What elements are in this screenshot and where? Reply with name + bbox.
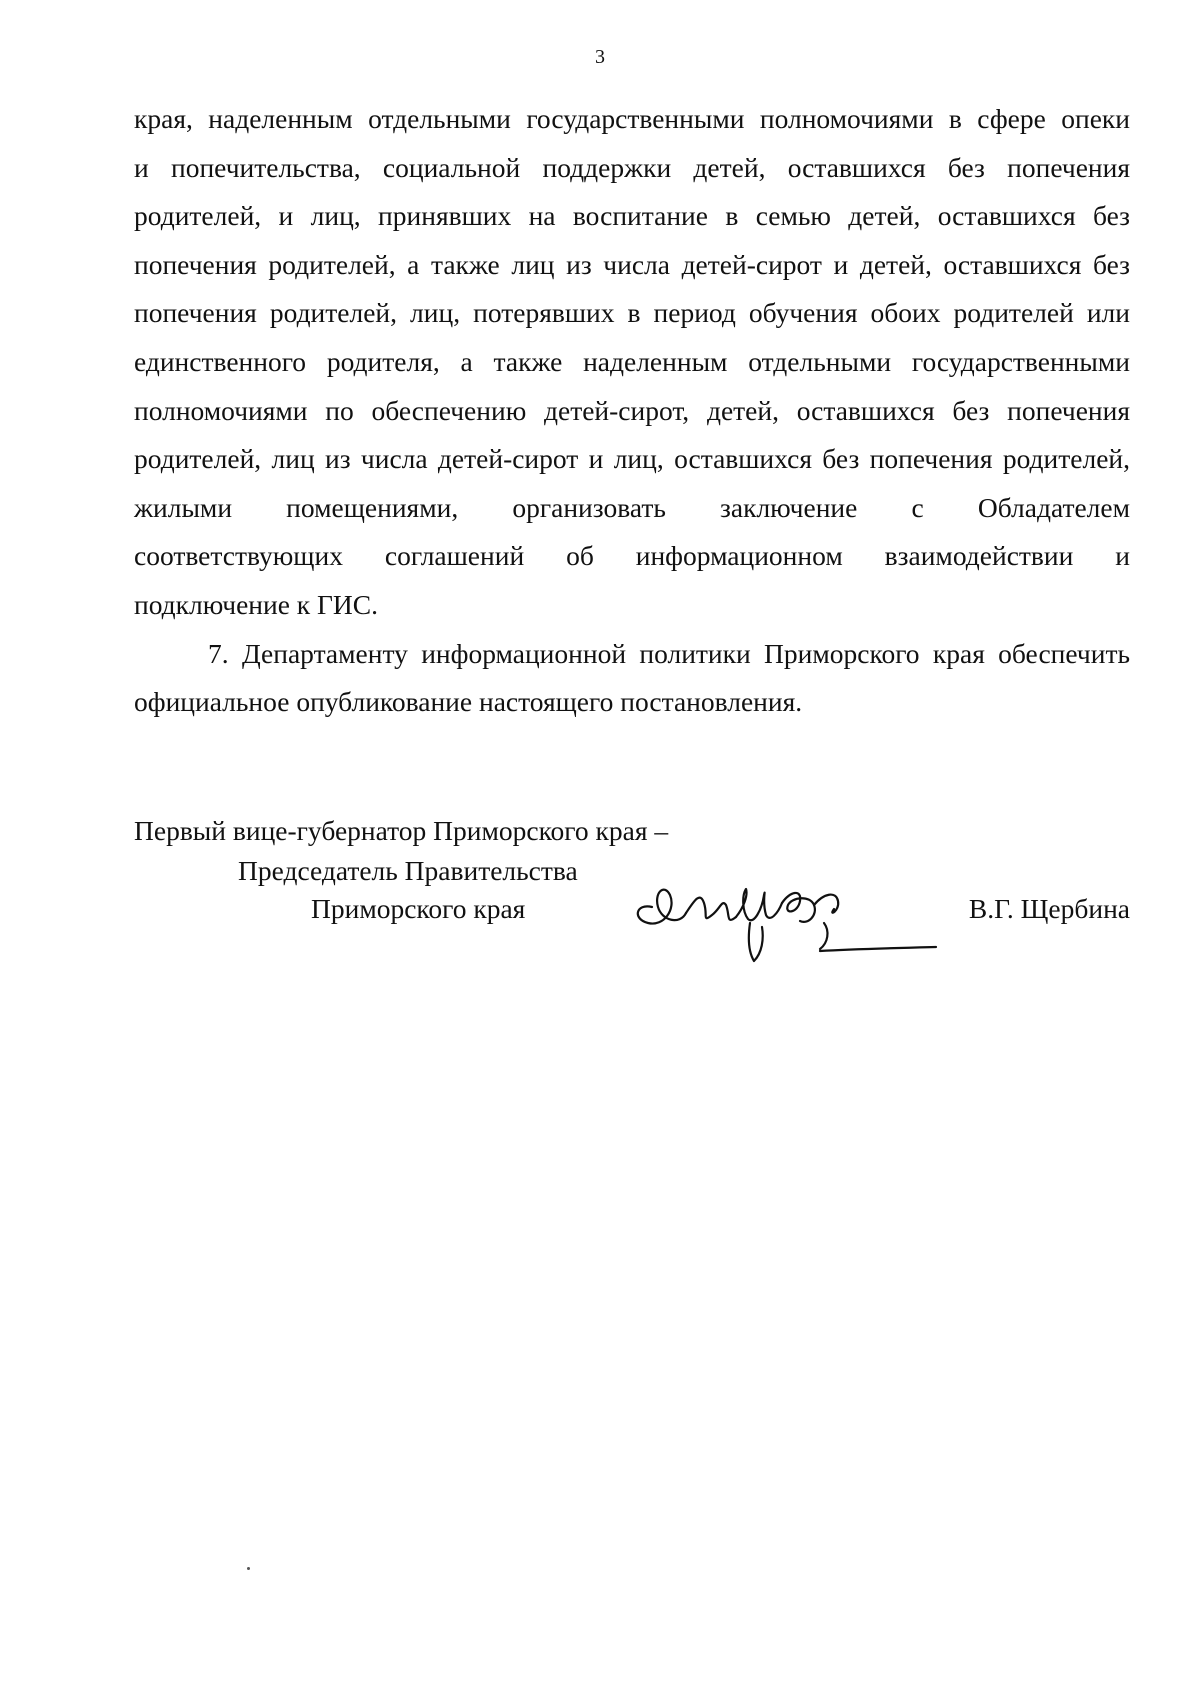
signer-position-line-2: Председатель Правительства xyxy=(238,855,578,886)
body-text xyxy=(134,95,1130,727)
body-line: попечения родителей, а также лиц из числа детей-сирот и детей, оставшихся без xyxy=(134,248,1130,280)
body-line: и попечительства, социальной поддержки детей, оставшихся без попечения xyxy=(134,151,1130,183)
body-line: единственного родителя, а также наделенным отдельными государственными xyxy=(134,345,1130,377)
body-line: соответствующих соглашений об информационном взаимодействии и xyxy=(134,540,1130,572)
page-number: 3 xyxy=(595,46,605,68)
paragraph-7-line: 7. Департаменту информационной политики Приморского края обеспечить xyxy=(208,637,1130,669)
signer-position-line-1: Первый вице-губернатор Приморского края – xyxy=(134,815,669,846)
body-line: подключение к ГИС. xyxy=(134,588,379,620)
body-line: края, наделенным отдельными государственными полномочиями в сфере опеки xyxy=(134,103,1130,134)
signer-position-line-3: Приморского края xyxy=(311,893,526,924)
body-line: полномочиями по обеспечению детей-сирот, детей, оставшихся без попечения xyxy=(134,394,1130,426)
handwritten-signature-icon xyxy=(624,865,944,975)
body-line: родителей, и лиц, принявших на воспитание в семью детей, оставшихся без xyxy=(134,200,1130,232)
paragraph-7-line: официальное опубликование настоящего постановления. xyxy=(134,686,803,718)
body-line: жилыми помещениями, организовать заключение с Обладателем xyxy=(134,491,1130,523)
signer-name: В.Г. Щербина xyxy=(968,893,1130,924)
body-line: попечения родителей, лиц, потерявших в период обучения обоих родителей или xyxy=(134,297,1130,329)
signature-block xyxy=(134,815,1130,965)
body-line: родителей, лиц из числа детей-сирот и лиц, оставшихся без попечения родителей, xyxy=(134,443,1130,475)
scan-speck xyxy=(247,1567,250,1570)
